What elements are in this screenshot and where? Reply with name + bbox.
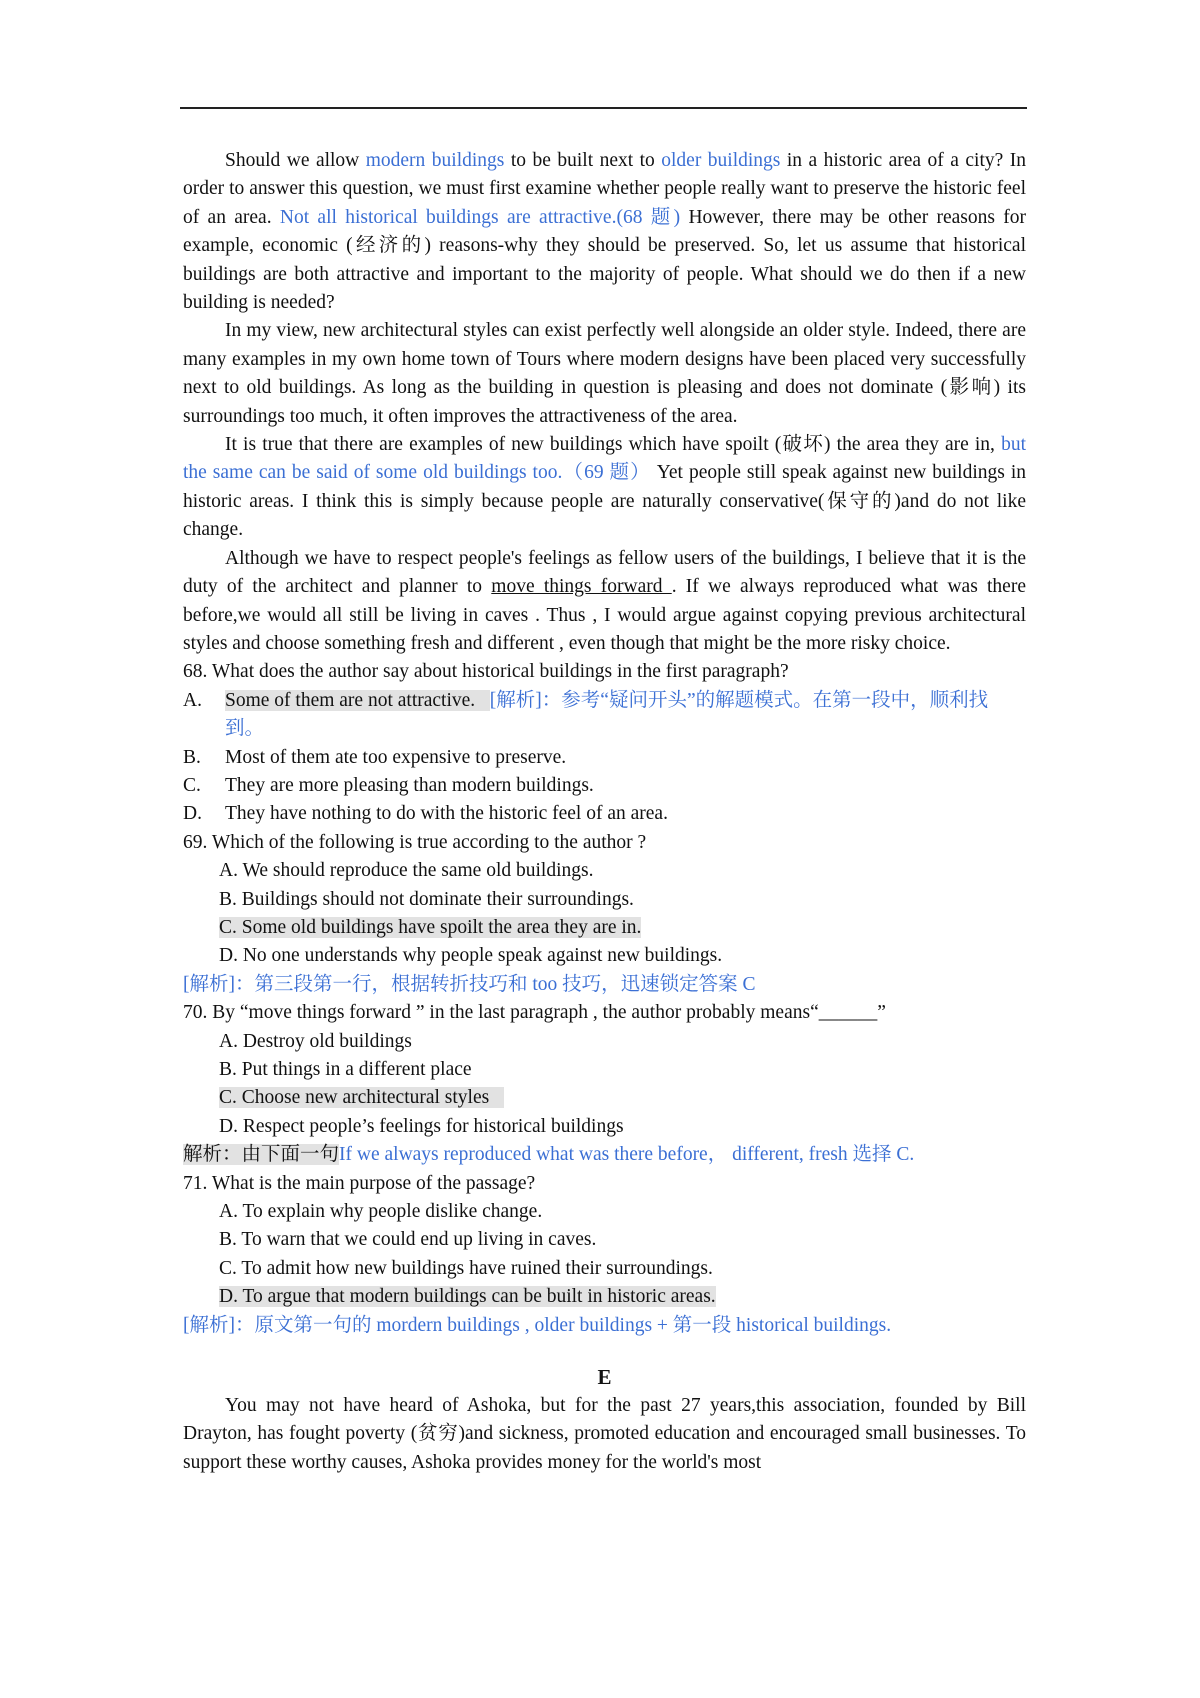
passage-paragraph-2: In my view, new architectural styles can exist perfectly well alongside an older style. Indeed, there are many examples in my own home town of Tours where modern designs have been placed very successfully next to old buildings. As long as the building in question is pleasing and does not dominate (影响) its surroundings too much, it often improves the attractiveness of the area. [183,320,1026,427]
answer-highlight: Some of them are not attractive. [225,689,476,711]
q70-option-d: D. Respect people’s feelings for historical buildings [219,1115,624,1137]
q71-option-a: A. To explain why people dislike change. [219,1201,543,1223]
passage-paragraph-1 [183,147,1026,317]
q71-analysis: [解析]：原文第一句的 mordern buildings , older buildings + 第一段 historical buildings. [183,1314,892,1336]
passage-paragraph-3 [183,431,1026,545]
underlined-phrase: move things forward [491,576,672,598]
q68-option-a [183,687,1026,744]
document-page [183,147,1026,1477]
analysis-prefix: 解析：由下面一句 [183,1144,340,1166]
paragraph-text: Should we allow [225,150,366,171]
option-text [225,687,1026,744]
highlight-q69-evidence: but the same can be said of some old buildings too.（69 题） [183,434,1026,484]
q70-option-a: A. Destroy old buildings [219,1030,412,1052]
q70-option-b: B. Put things in a different place [219,1059,472,1080]
option-label: A. [183,689,202,711]
paragraph-text: However, there may be other reasons for example, economic (经济的) reasons-why they should be preserved. So, let us assume that historical buildings are both attractive and important to the majority of people. What should we do then if a new building is needed? [183,206,1027,314]
question-68: 68. What does the author say about historical buildings in the first paragraph? [183,661,789,683]
answer-highlight: D. To argue that modern buildings can be built in historic areas. [219,1286,716,1308]
answer-highlight: C. Choose new architectural styles [219,1087,490,1109]
q71-option-c: C. To admit how new buildings have ruined their surroundings. [219,1257,713,1279]
highlight-q68-evidence: Not all historical buildings are attractive.(68 题) [279,206,681,228]
paragraph-text: It is true that there are examples of new buildings which have spoilt (破坏) the area they are in, [225,434,1002,456]
paragraph-text: Although we have to respect people's feelings as fellow users of the buildings, I believe that it is the duty of the architect and planner to [183,547,1026,598]
question-69: 69. Which of the following is true according to the author ? [183,831,647,853]
paragraph-text: . If we always reproduced what was there before,we would all still be living in caves . Thus , I would argue against copying previous architectural styles and choose something fresh and different , even though that might be the more risky choice. [183,576,1026,654]
paragraph-text: in a historic area of a city? In order to answer this question, we must first examine whether people really want to preserve the historic feel of an area. [183,150,1026,228]
q69-option-d: D. No one understands why people speak against new buildings. [219,945,723,967]
question-71: 71. What is the main purpose of the passage? [183,1172,536,1194]
option-label: B. [183,746,201,768]
option-text: They are more pleasing than modern buildings. [225,774,594,796]
q69-option-a: A. We should reproduce the same old buildings. [219,860,594,882]
q71-option-b: B. To warn that we could end up living in caves. [219,1229,597,1251]
highlight-modern-buildings: modern buildings [365,150,505,171]
q71-option-d [219,1283,1026,1311]
q69-analysis: [解析]：第三段第一行，根据转折技巧和 too 技巧，迅速锁定答案 C [183,973,756,995]
option-label: D. [183,803,202,825]
option-text: They have nothing to do with the historic feel of an area. [225,803,668,825]
q68-option-c [183,772,1026,800]
q70-option-c [219,1084,1026,1112]
analysis-text: If we always reproduced what was there before， different, fresh 选择 C. [339,1144,915,1166]
passage-paragraph-4 [183,545,1026,659]
section-heading: E [597,1365,612,1390]
section-e-paragraph: You may not have heard of Ashoka, but for the past 27 years,this association, founded by Bill Drayton, has fought poverty (贫穷)and sickness, promoted education and encouraged small businesses. To support these worthy causes, Ashoka provides money for the world's most [183,1395,1026,1473]
q69-option-c [219,914,1026,942]
header-rule [180,107,1027,109]
paragraph-text: to be built next to [504,150,662,171]
option-label: C. [183,774,201,796]
q68-option-d [183,800,1026,828]
q68-analysis: [解析]：参考“疑问开头”的解题模式。在第一段中，顺利找到。 [225,689,989,740]
q69-option-b: B. Buildings should not dominate their surroundings. [219,888,634,910]
q70-analysis [183,1141,1026,1169]
answer-highlight: C. Some old buildings have spoilt the area they are in. [219,916,642,938]
highlight-older-buildings: older buildings [661,150,781,171]
question-70: 70. By “move things forward ” in the last paragraph , the author probably means“______” [183,1002,886,1024]
q68-option-b [183,744,1026,772]
option-text: Most of them ate too expensive to preserve. [225,746,567,768]
paragraph-text: Yet people still speak against new buildings in historic areas. I think this is simply because people are naturally conservative(保守的)and do not like change. [183,462,1026,541]
